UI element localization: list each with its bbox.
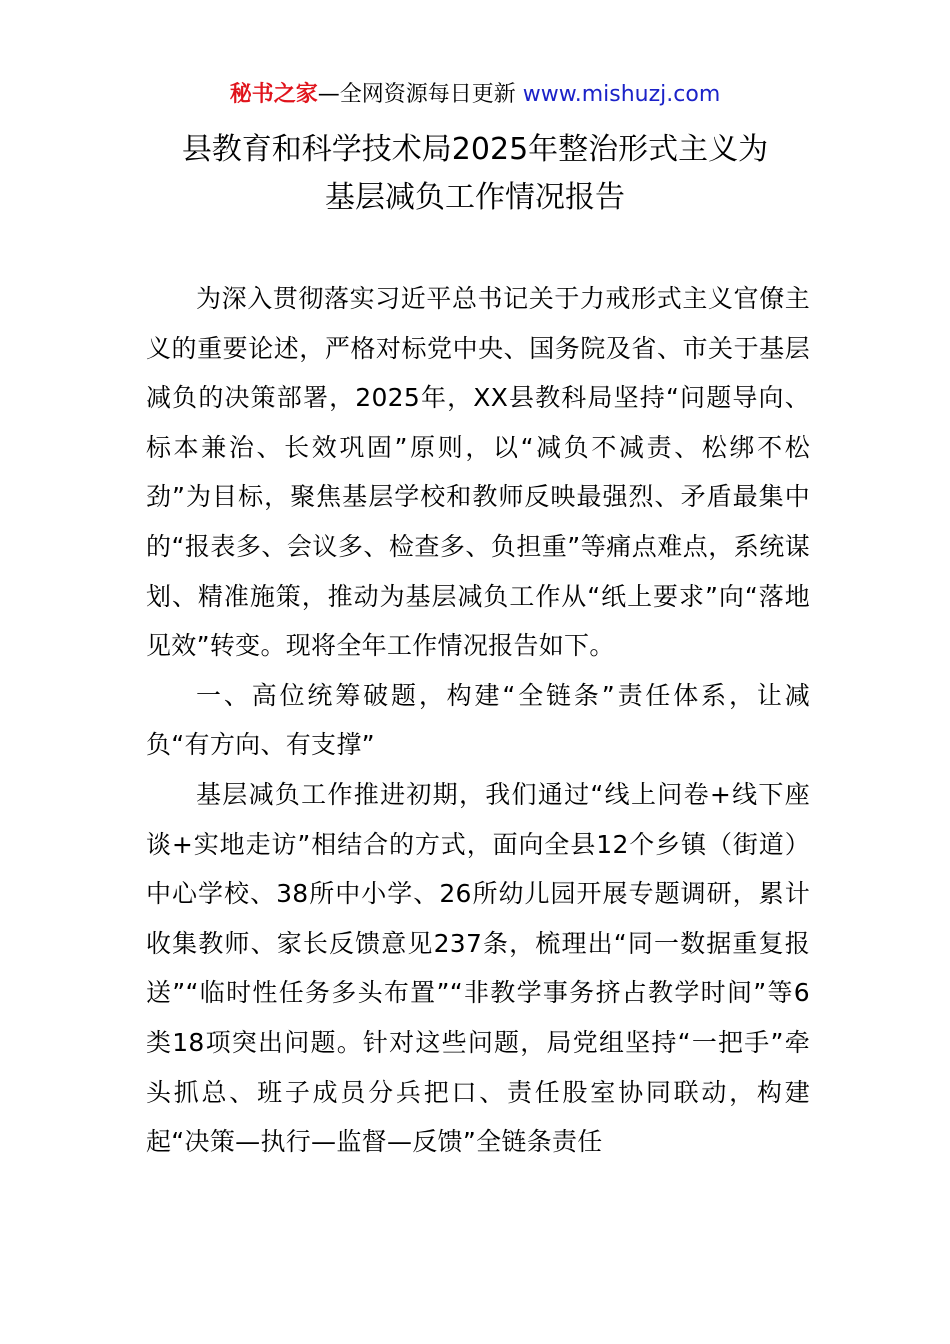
header-tagline: —全网资源每日更新: [317, 82, 516, 107]
document-title-line-1: 县教育和科学技术局2025年整治形式主义为: [181, 132, 769, 167]
document-body: [146, 274, 810, 1167]
site-url-link[interactable]: www.mishuzj.com: [522, 82, 721, 107]
site-header: [0, 78, 950, 112]
document-title-line-2: 基层减负工作情况报告: [325, 180, 625, 215]
body-paragraph: 基层减负工作推进初期，我们通过“线上问卷+线下座谈+实地走访”相结合的方式，面向全县12个乡镇（街道）中心学校、38所中小学、26所幼儿园开展专题调研，累计收集教师、家长反馈意见237条，梳理出“同一数据重复报送”“临时性任务多头布置”“非教学事务挤占教学时间”等6类18项突出问题。针对这些问题，局党组坚持“一把手”牵头抓总、班子成员分兵把口、责任股室协同联动，构建起“决策—执行—监督—反馈”全链条责任: [146, 779, 810, 1157]
brand-name: 秘书之家: [229, 82, 318, 107]
section-heading-1: 一、高位统筹破题，构建“全链条”责任体系，让减负“有方向、有支撑”: [146, 680, 810, 760]
intro-paragraph: 为深入贯彻落实习近平总书记关于力戒形式主义官僚主义的重要论述，严格对标党中央、国务院及省、市关于基层减负的决策部署，2025年，XX县教科局坚持“问题导向、标本兼治、长效巩固”原则，以“减负不减责、松绑不松劲”为目标，聚焦基层学校和教师反映最强烈、矛盾最集中的“报表多、会议多、检查多、负担重”等痛点难点，系统谋划、精准施策，推动为基层减负工作从“纸上要求”向“落地见效”转变。现将全年工作情况报告如下。: [146, 284, 810, 661]
